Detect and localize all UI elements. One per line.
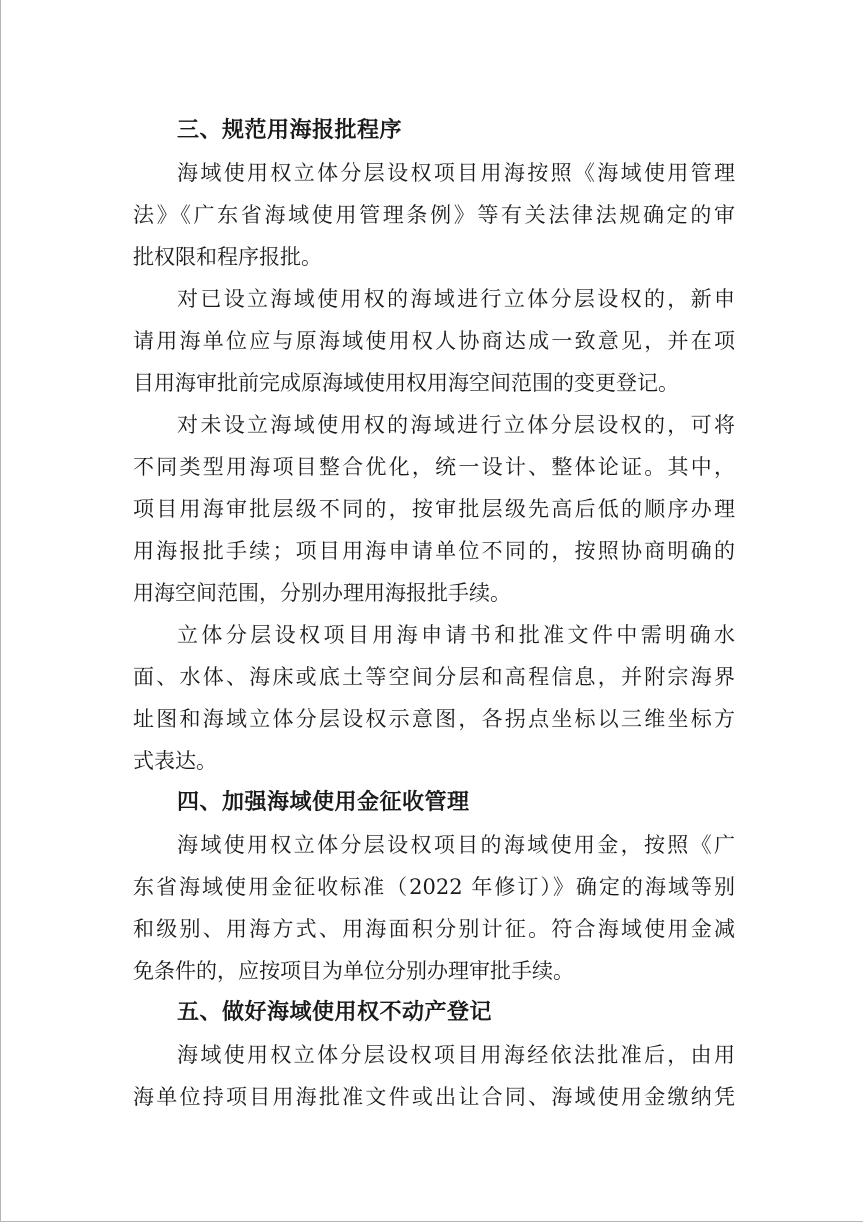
- section-5: [133, 992, 735, 1118]
- section-3: [133, 110, 735, 782]
- text-line: 免条件的，应按项目为单位分别办理审批手续。: [133, 959, 574, 983]
- text-line: 批权限和程序报批。: [133, 245, 322, 269]
- text-line: 式表达。: [133, 749, 217, 773]
- section-4: [133, 782, 735, 992]
- paragraph: [133, 824, 735, 992]
- text-line: 不同类型用海项目整合优化，统一设计、整体论证。其中，: [133, 455, 735, 479]
- paragraph: [133, 614, 735, 782]
- document-body: [133, 110, 735, 1118]
- paragraph: [133, 1034, 735, 1118]
- text-line: 法》《广东省海域使用管理条例》等有关法律法规确定的审: [133, 203, 735, 227]
- text-line: 用海空间范围，分别办理用海报批手续。: [133, 581, 511, 605]
- paragraph: [133, 404, 735, 614]
- text-line: 面、水体、海床或底土等空间分层和高程信息，并附宗海界: [133, 665, 735, 689]
- text-line: 东省海域使用金征收标准（2022 年修订）》确定的海域等别: [133, 875, 735, 899]
- text-line: 址图和海域立体分层设权示意图，各拐点坐标以三维坐标方: [133, 707, 735, 731]
- text-line: 海域使用权立体分层设权项目用海按照《海域使用管理: [177, 161, 735, 185]
- text-line: 对未设立海域使用权的海域进行立体分层设权的，可将: [177, 413, 735, 437]
- text-line: 海域使用权立体分层设权项目用海经依法批准后，由用: [177, 1043, 735, 1067]
- text-line: 立体分层设权项目用海申请书和批准文件中需明确水: [177, 623, 735, 647]
- section-heading: 三、规范用海报批程序: [177, 118, 403, 143]
- text-line: 海域使用权立体分层设权项目的海域使用金，按照《广: [177, 833, 735, 857]
- text-line: 请用海单位应与原海域使用权人协商达成一致意见，并在项: [133, 329, 735, 353]
- section-heading: 五、做好海域使用权不动产登记: [177, 1000, 493, 1025]
- paragraph: [133, 152, 735, 278]
- text-line: 海单位持项目用海批准文件或出让合同、海域使用金缴纳凭: [133, 1085, 735, 1109]
- section-heading: 四、加强海域使用金征收管理: [177, 790, 470, 815]
- text-line: 目用海审批前完成原海域使用权用海空间范围的变更登记。: [133, 371, 679, 395]
- text-line: 和级别、用海方式、用海面积分别计征。符合海域使用金减: [133, 917, 735, 941]
- text-line: 对已设立海域使用权的海域进行立体分层设权的，新申: [177, 287, 735, 311]
- text-line: 项目用海审批层级不同的，按审批层级先高后低的顺序办理: [133, 497, 735, 521]
- paragraph: [133, 278, 735, 404]
- text-line: 用海报批手续；项目用海申请单位不同的，按照协商明确的: [133, 539, 735, 563]
